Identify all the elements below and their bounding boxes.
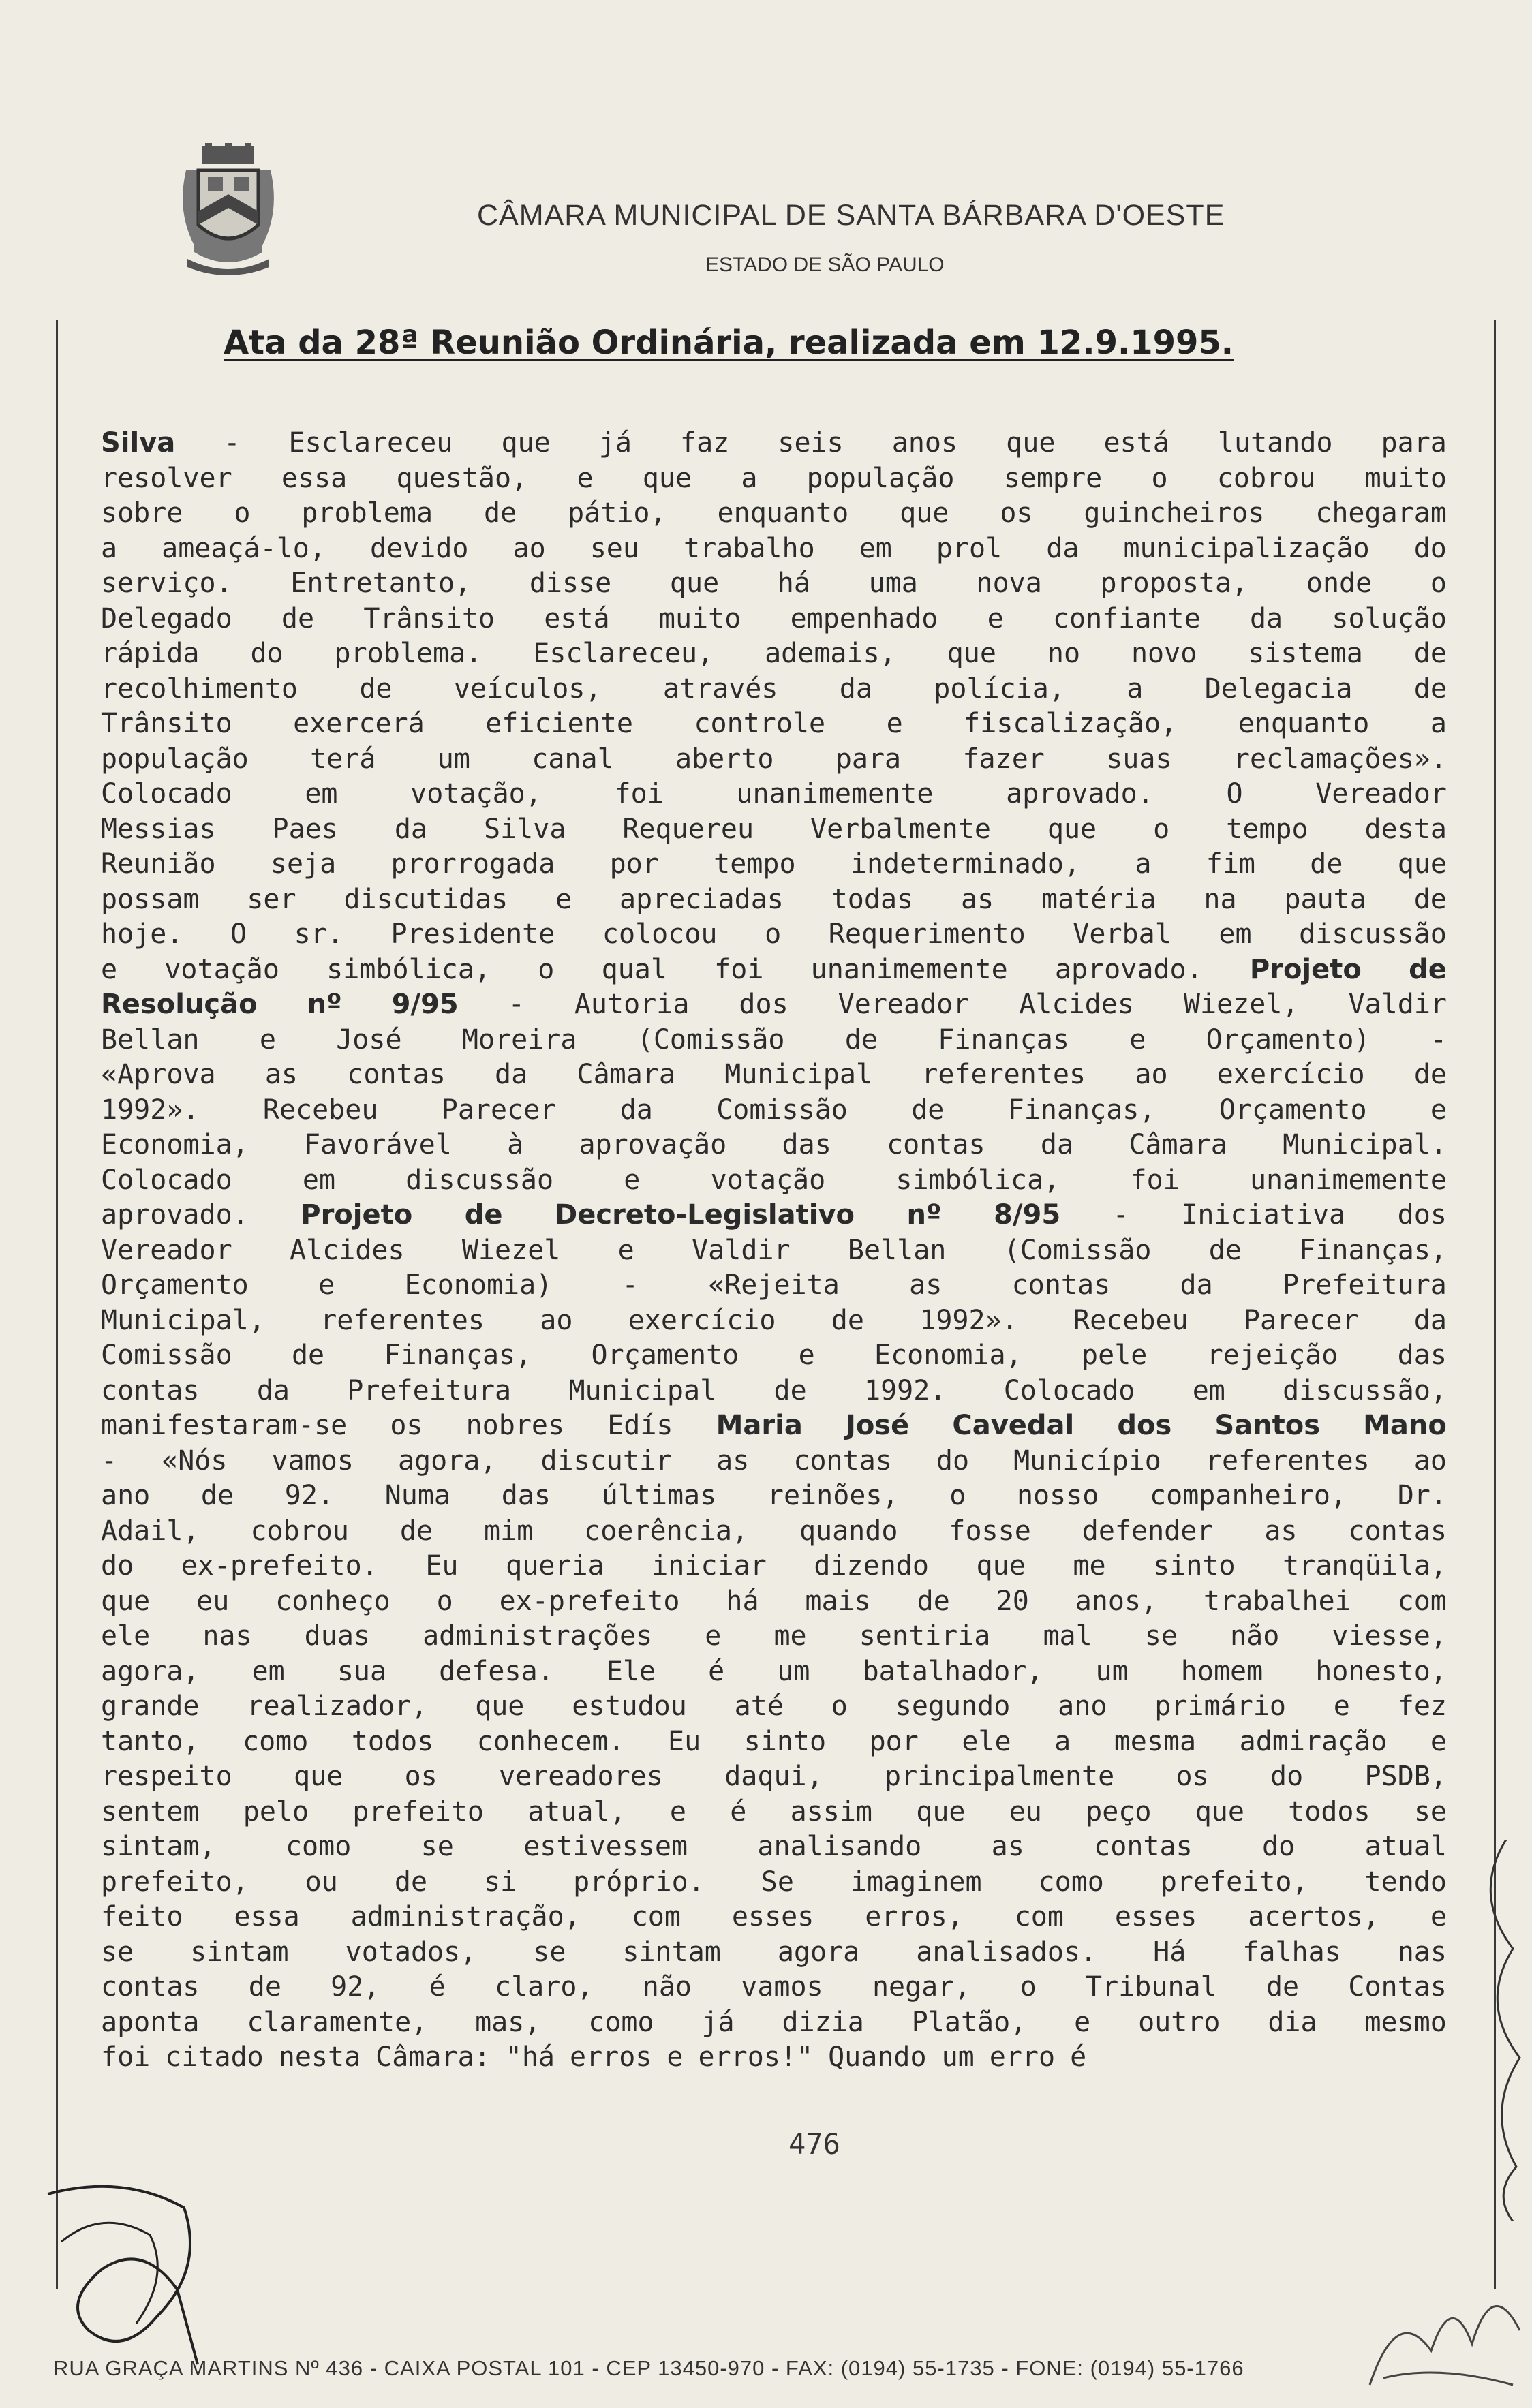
text-line: recolhimento de veículos, através da polícia, a Delegacia de [101, 673, 1447, 705]
text-line: Trânsito exercerá eficiente controle e fiscalização, enquanto a [101, 708, 1447, 739]
minutes-heading: Ata da 28ª Reunião Ordinária, realizada em 12.9.1995. [224, 324, 1234, 362]
text-line: se sintam votados, se sintam agora analisados. Há falhas nas [101, 1936, 1447, 1968]
coat-of-arms-icon [174, 143, 283, 279]
text-line: sobre o problema de pátio, enquanto que os guincheiros chegaram [101, 497, 1447, 529]
text-line: contas de 92, é claro, não vamos negar, o Tribunal de Contas [101, 1971, 1447, 2003]
text-line: sintam, como se estivessem analisando as contas do atual [101, 1831, 1447, 1862]
text-line: tanto, como todos conhecem. Eu sinto por ele a mesma admiração e [101, 1725, 1447, 1757]
signature-scribble-icon [1356, 2249, 1527, 2405]
text-line: Orçamento e Economia) - «Rejeita as contas da Prefeitura [101, 1269, 1447, 1301]
text-line: Comissão de Finanças, Orçamento e Economia, pele rejeição das [101, 1340, 1447, 1371]
text-line: «Aprova as contas da Câmara Municipal referentes ao exercício de [101, 1059, 1447, 1090]
text-line: prefeito, ou de si próprio. Se imaginem como prefeito, tendo [101, 1866, 1447, 1898]
text-line: Colocado em discussão e votação simbólica, foi unanimemente [101, 1164, 1447, 1196]
text-line: Resolução nº 9/95 - Autoria dos Vereador Alcides Wiezel, Valdir [101, 989, 1447, 1020]
page-number: 476 [788, 2127, 840, 2161]
text-line: possam ser discutidas e apreciadas todas as matéria na pauta de [101, 883, 1447, 915]
text-line: - «Nós vamos agora, discutir as contas do Município referentes ao [101, 1445, 1447, 1477]
minutes-body [101, 426, 1447, 2075]
text-line: hoje. O sr. Presidente colocou o Requerimento Verbal em discussão [101, 919, 1447, 950]
text-line: Economia, Favorável à aprovação das contas da Câmara Municipal. [101, 1129, 1447, 1160]
margin-signature-icon [1465, 1840, 1532, 2221]
text-line: rápida do problema. Esclareceu, ademais, que no novo sistema de [101, 638, 1447, 669]
institution-subtitle: ESTADO DE SÃO PAULO [705, 253, 945, 276]
text-line: ele nas duas administrações e me sentiria mal se não viesse, [101, 1620, 1447, 1652]
text-line: do ex-prefeito. Eu queria iniciar dizendo que me sinto tranqüila, [101, 1550, 1447, 1581]
text-line: Delegado de Trânsito está muito empenhado e confiante da solução [101, 602, 1447, 634]
text-line: Messias Paes da Silva Requereu Verbalmente que o tempo desta [101, 813, 1447, 845]
text-line: população terá um canal aberto para fazer suas reclamações». [101, 743, 1447, 775]
text-line: sentem pelo prefeito atual, e é assim que eu peço que todos se [101, 1795, 1447, 1827]
text-line: aponta claramente, mas, como já dizia Platão, e outro dia mesmo [101, 2006, 1447, 2038]
text-line: Vereador Alcides Wiezel e Valdir Bellan (Comissão de Finanças, [101, 1234, 1447, 1266]
text-line: serviço. Entretanto, disse que há uma nova proposta, onde o [101, 568, 1447, 599]
text-line: feito essa administração, com esses erros, com esses acertos, e [101, 1901, 1447, 1932]
text-line: que eu conheço o ex-prefeito há mais de 20 anos, trabalhei com [101, 1585, 1447, 1617]
text-line: resolver essa questão, e que a população sempre o cobrou muito [101, 462, 1447, 494]
left-margin-rule [56, 320, 58, 2289]
text-line: agora, em sua defesa. Ele é um batalhador, um homem honesto, [101, 1655, 1447, 1687]
text-line: grande realizador, que estudou até o segundo ano primário e fez [101, 1691, 1447, 1722]
text-line: Adail, cobrou de mim coerência, quando fosse defender as contas [101, 1515, 1447, 1547]
text-line: Colocado em votação, foi unanimemente aprovado. O Vereador [101, 778, 1447, 809]
text-line: ano de 92. Numa das últimas reinões, o nosso companheiro, Dr. [101, 1480, 1447, 1511]
text-line: aprovado. Projeto de Decreto-Legislativo nº 8/95 - Iniciativa dos [101, 1199, 1447, 1231]
text-line: contas da Prefeitura Municipal de 1992. Colocado em discussão, [101, 1374, 1447, 1406]
signature-scribble-icon [41, 2167, 218, 2371]
text-line: manifestaram-se os nobres Edís Maria José Cavedal dos Santos Mano [101, 1410, 1447, 1441]
text-line: 1992». Recebeu Parecer da Comissão de Finanças, Orçamento e [101, 1094, 1447, 1126]
text-line: Municipal, referentes ao exercício de 1992». Recebeu Parecer da [101, 1304, 1447, 1336]
text-line: Bellan e José Moreira (Comissão de Finanças e Orçamento) - [101, 1023, 1447, 1055]
text-line: a ameaçá-lo, devido ao seu trabalho em prol da municipalização do [101, 532, 1447, 564]
text-line: Reunião seja prorrogada por tempo indeterminado, a fim de que [101, 848, 1447, 880]
text-line: foi citado nesta Câmara: "há erros e erros!" Quando um erro é [101, 2041, 1087, 2073]
footer-address: RUA GRAÇA MARTINS Nº 436 - CAIXA POSTAL 101 - CEP 13450-970 - FAX: (0194) 55-1735 - FONE: (0194) 55-1766 [53, 2356, 1244, 2380]
institution-title: CÂMARA MUNICIPAL DE SANTA BÁRBARA D'OESTE [477, 199, 1225, 232]
text-line: respeito que os vereadores daqui, principalmente os do PSDB, [101, 1761, 1447, 1792]
text-line: Silva - Esclareceu que já faz seis anos que está lutando para [101, 427, 1447, 459]
text-line: e votação simbólica, o qual foi unanimemente aprovado. Projeto de [101, 953, 1447, 985]
